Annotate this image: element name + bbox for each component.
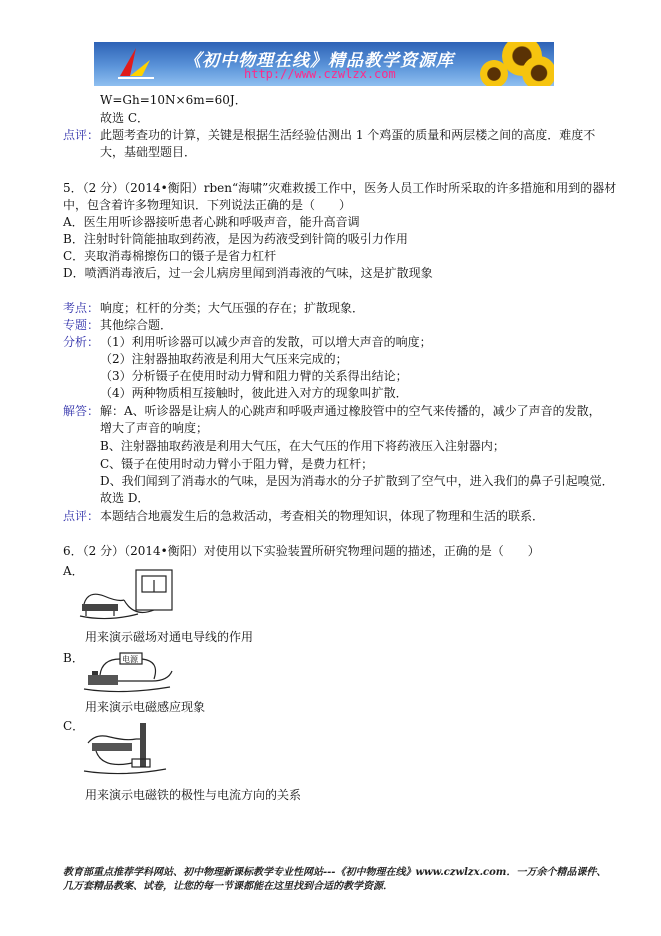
q5-option-c: C．夹取消毒棉擦伤口的镊子是省力杠杆 [63,249,277,263]
sunflower-icon [480,60,508,86]
header-banner [94,42,554,86]
q5-jieda-line: C、镊子在使用时动力臂小于阻力臂，是费力杠杆； [100,457,374,471]
footer-line: 教育部重点推荐学科网站、初中物理新课标教学专业性网站---《初中物理在线》www.czwlzx.com．一万余个精品课件、 [63,867,607,878]
sunflower-icon [522,56,554,86]
footer-line: 几万套精品教案、试卷，让您的每一节课都能在这里找到合适的教学资源． [63,881,393,892]
q4-answer: 故选 C． [100,111,149,125]
q6-figure-c [82,719,182,779]
q4-comment-label: 点评： [63,128,100,142]
logo-icon [116,46,156,82]
banner-title: 《初中物理在线》精品教学资源库 [184,51,454,71]
q5-jieda-line: 增大了声音的响度； [100,421,209,435]
q5-fenxi-line: （3）分析镊子在使用时动力臂和阻力臂的关系得出结论； [100,369,408,383]
q6-option-c-letter: C． [63,719,85,733]
q5-fenxi-line: （1）利用听诊器可以减少声音的发散，可以增大声音的响度； [100,335,432,349]
q6-option-a-caption: 用来演示磁场对通电导线的作用 [85,630,254,644]
q5-fenxi-line: （4）两种物质相互接触时，彼此进入对方的现象叫扩散． [100,386,408,400]
q5-stem-line: 5．（2 分）（2014•衡阳）rben“海啸”灾难救援工作中，医务人员工作时所采取的许多措施和用到的器材 [63,181,617,195]
q6-option-b-caption: 用来演示电磁感应现象 [85,700,206,714]
q4-comment-line: 大，基础型题目． [100,145,197,159]
q5-option-a: A．医生用听诊器接听患者心跳和呼吸声音，能升高音调 [63,215,360,229]
q5-jieda-line: D、我们闻到了消毒水的气味，是因为消毒水的分子扩散到了空气中，进入我们的鼻子引起嗅觉． [100,474,614,488]
q5-option-d: D．喷洒消毒液后，过一会儿病房里闻到消毒液的气味，这是扩散现象 [63,266,433,280]
q5-kaodian: 响度；杠杆的分类；大气压强的存在；扩散现象． [100,301,365,315]
q5-dianping-label: 点评： [63,509,100,523]
q6-option-c-caption: 用来演示电磁铁的极性与电流方向的关系 [85,788,302,802]
q5-jieda-line: 解：A、听诊器是让病人的心跳声和呼吸声通过橡胶管中的空气来传播的，减少了声音的发散， [100,404,601,418]
q5-jieda-label: 解答： [63,404,100,418]
q5-jieda-line: B、注射器抽取药液是利用大气压，在大气压的作用下将药液压入注射器内； [100,439,505,453]
q4-comment-line: 此题考查功的计算，关键是根据生活经验估测出 1 个鸡蛋的质量和两层楼之间的高度．难度不 [100,128,596,142]
q6-figure-b [82,651,182,695]
q5-fenxi-label: 分析： [63,335,100,349]
q5-zhuanti: 其他综合题． [100,318,173,332]
q5-option-b: B．注射时针筒能抽取到药液，是因为药液受到针筒的吸引力作用 [63,232,408,246]
q5-zhuanti-label: 专题： [63,318,100,332]
q5-stem-line: 中，包含着许多物理知识．下列说法正确的是（ ） [63,198,352,212]
q6-option-b-letter: B． [63,651,84,665]
q6-option-a-letter: A． [63,564,84,578]
q6-figure-a [78,566,188,624]
q6-stem: 6．（2 分）（2014•衡阳）对使用以下实验装置所研究物理问题的描述，正确的是（ ） [63,544,540,558]
banner-url: http://www.czwlzx.com [244,67,396,81]
q4-formula: W=Gh=10N×6m=60J． [100,93,247,107]
q6-figure-b-label: 电源 [122,655,138,664]
q5-fenxi-line: （2）注射器抽取药液是利用大气压来完成的； [100,352,348,366]
q5-kaodian-label: 考点： [63,301,100,315]
q5-jieda-line: 故选 D． [100,491,150,505]
q5-dianping: 本题结合地震发生后的急救活动，考查相关的物理知识，体现了物理和生活的联系． [100,509,545,523]
